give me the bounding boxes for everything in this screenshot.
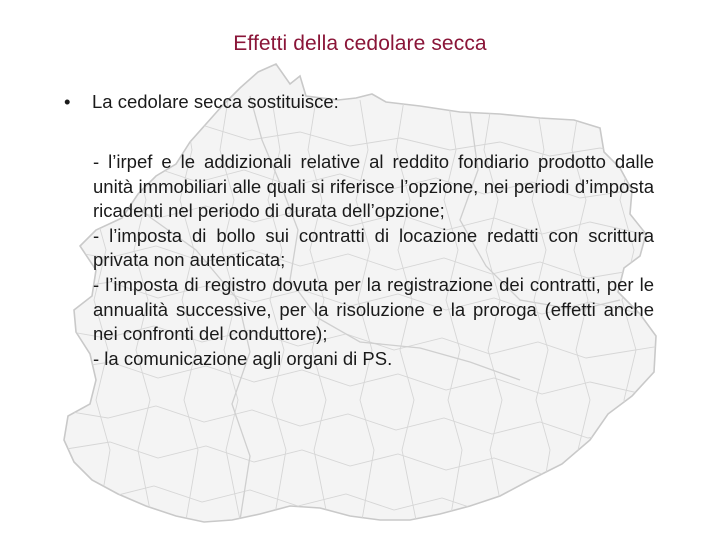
- list-item-police-communication: - la comunicazione agli organi di PS.: [93, 347, 393, 369]
- bullet-marker: •: [64, 91, 71, 112]
- list-item-registration-tax: - l’imposta di registro dovuta per la registrazione dei contratti, per le annualità successive, per la risoluzione e la proroga (effetti anche nei confronti del conduttore);: [93, 273, 654, 345]
- replaced-taxes-list: [93, 150, 654, 371]
- list-item-irpef: - l’irpef e le addizionali relative al reddito fondiario prodotto dalle unità immobiliari alle quali si riferisce l’opzione, nei periodi d’imposta ricadenti nel periodo di durata dell’opzione;: [93, 151, 654, 222]
- list-item-stamp-duty: - l’imposta di bollo sui contratti di locazione redatti con scrittura privata non autenticata;: [93, 224, 654, 271]
- bullet-intro: [64, 91, 664, 113]
- slide-title: Effetti della cedolare secca: [233, 32, 487, 55]
- bullet-intro-text: La cedolare secca sostituisce:: [92, 91, 339, 112]
